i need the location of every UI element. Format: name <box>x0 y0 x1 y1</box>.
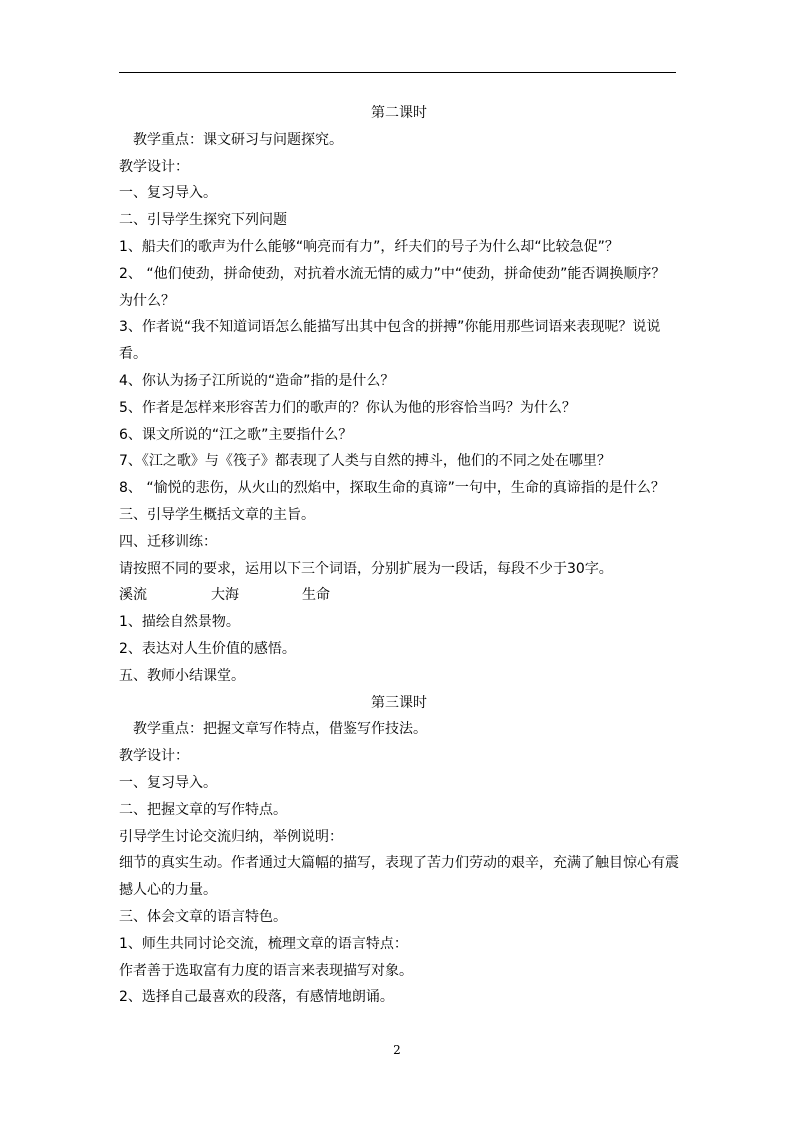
language-point-2: 2、选择自己最喜欢的段落，有感情地朗诵。 <box>119 989 394 1006</box>
question-4: 4、你认为扬子江所说的“造命”指的是什么？ <box>119 372 395 389</box>
requirement-1: 1、描绘自然景物。 <box>119 614 240 631</box>
question-8: 8、 “愉悦的悲伤，从火山的烈焰中，探取生命的真谛”一句中，生命的真谛指的是什么？ <box>119 480 665 497</box>
lesson2-step-1: 一、复习导入。 <box>119 185 217 202</box>
language-point-1: 1、师生共同讨论交流，梳理文章的语言特点： <box>119 935 408 952</box>
question-6: 6、课文所说的“江之歌”主要指什么？ <box>119 426 353 443</box>
lesson3-design-heading: 教学设计： <box>119 748 189 765</box>
word-item: 大海 <box>211 587 239 604</box>
lesson3-step-1: 一、复习导入。 <box>119 774 217 791</box>
lesson2-step-4: 四、迁移训练： <box>119 533 217 550</box>
lesson2-design-heading: 教学设计： <box>119 158 189 175</box>
question-3-cont: 看。 <box>119 346 147 363</box>
lesson3-title: 第三课时 <box>371 694 427 711</box>
lesson3-guide: 引导学生讨论交流归纳，举例说明： <box>119 828 343 845</box>
question-3: 3、作者说“我不知道词语怎么能描写出其中包含的拼搏”你能用那些词语来表现呢？说说 <box>119 319 661 336</box>
lesson3-detail: 细节的真实生动。作者通过大篇幅的描写，表现了苦力们劳动的艰辛，充满了触目惊心有震 <box>119 855 679 872</box>
word-list <box>119 582 679 609</box>
lesson2-step-2: 二、引导学生探究下列问题 <box>119 212 287 229</box>
header-rule <box>119 72 676 73</box>
word-item: 生命 <box>302 587 330 604</box>
lesson3-step-2: 二、把握文章的写作特点。 <box>119 801 287 818</box>
language-point-1-text: 作者善于选取富有力度的语言来表现描写对象。 <box>119 962 413 979</box>
question-2: 2、 “他们使劲，拼命使劲，对抗着水流无情的威力”中“使劲，拼命使劲”能否调换顺序？ <box>119 265 666 282</box>
question-5: 5、作者是怎样来形容苦力们的歌声的？你认为他的形容恰当吗？为什么？ <box>119 399 576 416</box>
requirement-2: 2、表达对人生价值的感悟。 <box>119 640 296 657</box>
page-number: 2 <box>393 1043 401 1057</box>
lesson2-focus: 教学重点：课文研习与问题探究。 <box>133 131 343 148</box>
transfer-task: 请按照不同的要求，运用以下三个词语，分别扩展为一段话，每段不少于30字。 <box>119 560 613 577</box>
lesson2-title: 第二课时 <box>371 105 427 121</box>
page-content <box>119 100 679 1011</box>
question-1: 1、船夫们的歌声为什么能够“响亮而有力”，纤夫们的号子为什么却“比较急促”？ <box>119 238 619 255</box>
word-item: 溪流 <box>119 587 147 604</box>
lesson2-step-5: 五、教师小结课堂。 <box>119 667 245 684</box>
lesson3-detail-cont: 撼人心的力量。 <box>119 882 217 899</box>
lesson3-step-3: 三、体会文章的语言特色。 <box>119 908 287 925</box>
question-7: 7、《江之歌》与《筏子》都表现了人类与自然的搏斗，他们的不同之处在哪里？ <box>119 453 611 470</box>
question-2-cont: 为什么？ <box>119 292 175 309</box>
lesson3-focus: 教学重点：把握文章写作特点，借鉴写作技法。 <box>133 721 427 738</box>
lesson2-step-3: 三、引导学生概括文章的主旨。 <box>119 506 315 523</box>
